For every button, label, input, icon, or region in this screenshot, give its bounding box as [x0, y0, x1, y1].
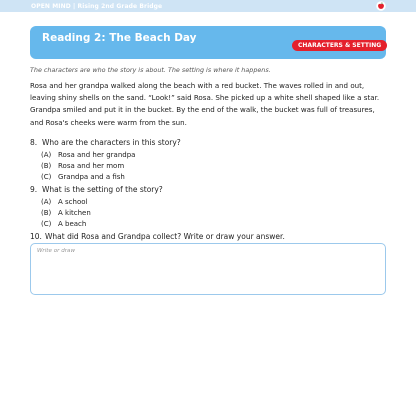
- option-letter: (A): [41, 197, 52, 206]
- brand-label: OPEN MIND | Rising 2nd Grade Bridge: [31, 2, 163, 10]
- reading-banner: [30, 26, 386, 59]
- intro-text: The characters are who the story is about. The setting is where it happens.: [30, 66, 271, 74]
- option-8c[interactable]: [41, 171, 135, 182]
- option-9a[interactable]: [41, 196, 91, 207]
- question-9-options: [41, 196, 91, 229]
- question-text: What did Rosa and Grandpa collect? Write or draw your answer.: [45, 232, 285, 241]
- question-9: [30, 185, 163, 194]
- option-letter: (A): [41, 150, 52, 159]
- option-letter: (C): [41, 219, 52, 228]
- option-text: Grandpa and a fish: [58, 172, 125, 181]
- option-letter: (B): [41, 161, 52, 170]
- option-text: Rosa and her mom: [58, 161, 125, 170]
- question-text: Who are the characters in this story?: [42, 138, 181, 147]
- question-8-options: [41, 149, 135, 182]
- option-text: A school: [58, 197, 88, 206]
- reading-passage: Rosa and her grandpa walked along the beach with a red bucket. The waves rolled in and out, leaving shiny shells on the sand. “Look!” said Rosa. She picked up a white shell shaped like a star. Grandpa smiled and put it in the bucket. By the end of the walk, the bucket was full of treasures, and Rosa's cheeks were warm from the sun.: [30, 81, 380, 127]
- question-10: [30, 232, 285, 241]
- option-9c[interactable]: [41, 218, 91, 229]
- reading-title: Reading 2: The Beach Day: [42, 32, 197, 44]
- question-text: What is the setting of the story?: [42, 185, 163, 194]
- answer-box[interactable]: [30, 243, 386, 295]
- option-8b[interactable]: [41, 160, 135, 171]
- option-text: A kitchen: [58, 208, 91, 217]
- question-number: 8.: [30, 138, 38, 147]
- option-text: Rosa and her grandpa: [58, 150, 136, 159]
- question-number: 10.: [30, 232, 42, 241]
- option-letter: (C): [41, 172, 52, 181]
- apple-icon: [376, 1, 386, 11]
- option-text: A beach: [58, 219, 87, 228]
- answer-placeholder: Write or draw: [37, 248, 76, 254]
- option-8a[interactable]: [41, 149, 135, 160]
- topic-badge: CHARACTERS & SETTING: [292, 40, 387, 51]
- option-letter: (B): [41, 208, 52, 217]
- option-9b[interactable]: [41, 207, 91, 218]
- question-8: [30, 138, 181, 147]
- question-number: 9.: [30, 185, 38, 194]
- header-bar: [0, 0, 416, 12]
